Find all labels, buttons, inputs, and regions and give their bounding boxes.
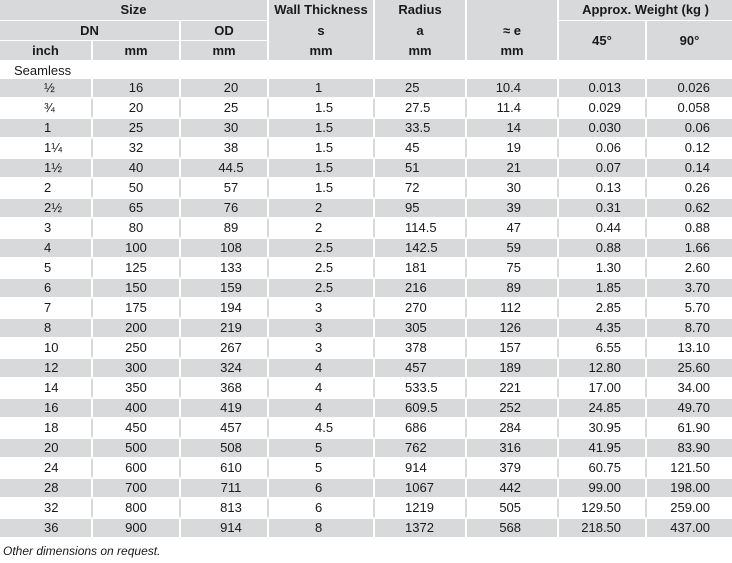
cell-dn-mm: 20 [92,98,180,118]
cell-od-mm: 419 [180,398,268,418]
cell-radius: 609.5 [374,398,466,418]
table-row [0,238,732,258]
cell-weight-45: 1.85 [558,278,646,298]
cell-radius: 142.5 [374,238,466,258]
cell-e: 19 [466,138,558,158]
cell-dn-mm: 400 [92,398,180,418]
cell-wall-thickness: 2 [268,198,374,218]
header-od-mm: mm [180,41,268,62]
cell-dn-mm: 150 [92,278,180,298]
cell-dn-mm: 65 [92,198,180,218]
cell-wall-thickness: 1 [268,79,374,98]
table-row [0,438,732,458]
header-radius: Radius [374,0,466,21]
footnote: Other dimensions on request. [0,538,732,563]
cell-od-mm: 25 [180,98,268,118]
cell-inch: 24 [0,458,92,478]
cell-dn-mm: 600 [92,458,180,478]
cell-od-mm: 194 [180,298,268,318]
cell-weight-45: 99.00 [558,478,646,498]
cell-dn-mm: 900 [92,518,180,538]
cell-weight-45: 0.013 [558,79,646,98]
table-row [0,198,732,218]
cell-od-mm: 324 [180,358,268,378]
cell-od-mm: 20 [180,79,268,98]
table-row [0,218,732,238]
cell-dn-mm: 500 [92,438,180,458]
cell-wall-thickness: 5 [268,438,374,458]
table-row [0,398,732,418]
cell-radius: 27.5 [374,98,466,118]
cell-e: 11.4 [466,98,558,118]
cell-e: 442 [466,478,558,498]
cell-wall-thickness: 5 [268,458,374,478]
header-wall-thickness: Wall Thickness [268,0,374,21]
cell-weight-90: 8.70 [646,318,732,338]
cell-inch: 2½ [0,198,92,218]
cell-od-mm: 813 [180,498,268,518]
cell-radius: 51 [374,158,466,178]
cell-wall-thickness: 4 [268,398,374,418]
cell-inch: 1¼ [0,138,92,158]
cell-weight-45: 12.80 [558,358,646,378]
table-row [0,458,732,478]
cell-dn-mm: 300 [92,358,180,378]
cell-inch: 8 [0,318,92,338]
cell-od-mm: 711 [180,478,268,498]
table-row [0,138,732,158]
cell-weight-45: 6.55 [558,338,646,358]
cell-radius: 95 [374,198,466,218]
cell-weight-45: 0.029 [558,98,646,118]
table-row [0,298,732,318]
cell-dn-mm: 800 [92,498,180,518]
table-row [0,498,732,518]
cell-e: 568 [466,518,558,538]
cell-weight-45: 0.31 [558,198,646,218]
cell-od-mm: 108 [180,238,268,258]
cell-weight-90: 0.26 [646,178,732,198]
cell-e: 252 [466,398,558,418]
cell-e: 126 [466,318,558,338]
header-inch: inch [0,41,92,62]
cell-radius: 533.5 [374,378,466,398]
cell-weight-45: 129.50 [558,498,646,518]
cell-e: 379 [466,458,558,478]
cell-radius: 305 [374,318,466,338]
cell-od-mm: 914 [180,518,268,538]
cell-weight-90: 13.10 [646,338,732,358]
cell-weight-45: 2.85 [558,298,646,318]
cell-weight-90: 3.70 [646,278,732,298]
cell-radius: 686 [374,418,466,438]
cell-dn-mm: 32 [92,138,180,158]
cell-dn-mm: 100 [92,238,180,258]
cell-weight-45: 30.95 [558,418,646,438]
cell-weight-90: 0.058 [646,98,732,118]
table-row [0,118,732,138]
cell-weight-45: 60.75 [558,458,646,478]
cell-wall-thickness: 1.5 [268,118,374,138]
cell-wall-thickness: 2.5 [268,278,374,298]
cell-inch: ¾ [0,98,92,118]
header-e-symbol: ≈ e [466,21,558,41]
cell-inch: 16 [0,398,92,418]
cell-wall-thickness: 1.5 [268,138,374,158]
cell-radius: 1219 [374,498,466,518]
table-row [0,178,732,198]
cell-e: 189 [466,358,558,378]
cell-wall-thickness: 2.5 [268,258,374,278]
cell-od-mm: 89 [180,218,268,238]
header-od: OD [180,21,268,41]
table-row [0,518,732,538]
cell-weight-45: 0.06 [558,138,646,158]
cell-wall-thickness: 6 [268,498,374,518]
header-dn: DN [0,21,180,41]
cell-dn-mm: 450 [92,418,180,438]
cell-od-mm: 267 [180,338,268,358]
header-dn-mm: mm [92,41,180,62]
cell-wall-thickness: 4 [268,378,374,398]
table-row [0,98,732,118]
cell-inch: 5 [0,258,92,278]
cell-dn-mm: 125 [92,258,180,278]
cell-e: 30 [466,178,558,198]
cell-dn-mm: 80 [92,218,180,238]
cell-inch: 28 [0,478,92,498]
cell-weight-45: 0.13 [558,178,646,198]
table-row [0,258,732,278]
cell-e: 14 [466,118,558,138]
cell-e: 59 [466,238,558,258]
cell-e: 157 [466,338,558,358]
cell-radius: 457 [374,358,466,378]
cell-weight-90: 83.90 [646,438,732,458]
cell-inch: 14 [0,378,92,398]
cell-radius: 114.5 [374,218,466,238]
cell-wall-thickness: 6 [268,478,374,498]
cell-weight-45: 0.030 [558,118,646,138]
cell-wall-thickness: 2 [268,218,374,238]
cell-dn-mm: 350 [92,378,180,398]
cell-inch: 32 [0,498,92,518]
cell-weight-45: 0.88 [558,238,646,258]
cell-e: 10.4 [466,79,558,98]
table-row [0,158,732,178]
cell-inch: 4 [0,238,92,258]
cell-od-mm: 219 [180,318,268,338]
cell-od-mm: 368 [180,378,268,398]
cell-radius: 1372 [374,518,466,538]
cell-wall-thickness: 3 [268,298,374,318]
cell-inch: 3 [0,218,92,238]
cell-radius: 914 [374,458,466,478]
cell-e: 284 [466,418,558,438]
cell-radius: 762 [374,438,466,458]
cell-weight-45: 17.00 [558,378,646,398]
cell-od-mm: 610 [180,458,268,478]
cell-dn-mm: 50 [92,178,180,198]
cell-e: 221 [466,378,558,398]
cell-inch: 36 [0,518,92,538]
cell-inch: 1½ [0,158,92,178]
cell-radius: 1067 [374,478,466,498]
section-label: Seamless [0,61,732,79]
cell-od-mm: 38 [180,138,268,158]
cell-inch: 2 [0,178,92,198]
table-row [0,278,732,298]
cell-weight-90: 0.06 [646,118,732,138]
cell-od-mm: 76 [180,198,268,218]
cell-inch: ½ [0,79,92,98]
cell-od-mm: 133 [180,258,268,278]
cell-weight-90: 0.14 [646,158,732,178]
cell-dn-mm: 40 [92,158,180,178]
cell-dn-mm: 16 [92,79,180,98]
cell-weight-45: 218.50 [558,518,646,538]
cell-radius: 270 [374,298,466,318]
cell-inch: 12 [0,358,92,378]
cell-radius: 378 [374,338,466,358]
cell-weight-90: 25.60 [646,358,732,378]
cell-wall-thickness: 8 [268,518,374,538]
cell-inch: 1 [0,118,92,138]
cell-radius: 72 [374,178,466,198]
cell-inch: 10 [0,338,92,358]
cell-inch: 20 [0,438,92,458]
cell-weight-90: 49.70 [646,398,732,418]
cell-dn-mm: 700 [92,478,180,498]
table-body [0,61,732,538]
cell-e: 112 [466,298,558,318]
cell-e: 75 [466,258,558,278]
cell-weight-45: 41.95 [558,438,646,458]
cell-dn-mm: 200 [92,318,180,338]
header-wall-symbol: s [268,21,374,41]
cell-weight-90: 1.66 [646,238,732,258]
header-90-degree: 90° [646,21,732,62]
table-row [0,338,732,358]
cell-weight-90: 0.62 [646,198,732,218]
cell-radius: 216 [374,278,466,298]
cell-weight-90: 259.00 [646,498,732,518]
cell-od-mm: 159 [180,278,268,298]
cell-dn-mm: 25 [92,118,180,138]
cell-weight-90: 0.026 [646,79,732,98]
table-row [0,79,732,98]
header-size: Size [0,0,268,21]
header-radius-symbol: a [374,21,466,41]
cell-weight-45: 0.07 [558,158,646,178]
table-row [0,378,732,398]
cell-e: 316 [466,438,558,458]
table-header [0,0,732,61]
cell-od-mm: 30 [180,118,268,138]
cell-wall-thickness: 1.5 [268,98,374,118]
cell-weight-90: 2.60 [646,258,732,278]
cell-weight-90: 437.00 [646,518,732,538]
table-row [0,318,732,338]
cell-od-mm: 457 [180,418,268,438]
cell-wall-thickness: 3 [268,318,374,338]
header-45-degree: 45° [558,21,646,62]
cell-radius: 181 [374,258,466,278]
cell-weight-90: 0.12 [646,138,732,158]
cell-wall-thickness: 2.5 [268,238,374,258]
header-radius-unit: mm [374,41,466,62]
cell-radius: 45 [374,138,466,158]
header-e-unit: mm [466,41,558,62]
cell-weight-90: 121.50 [646,458,732,478]
cell-radius: 33.5 [374,118,466,138]
cell-inch: 18 [0,418,92,438]
cell-weight-45: 1.30 [558,258,646,278]
cell-dn-mm: 250 [92,338,180,358]
cell-od-mm: 44.5 [180,158,268,178]
cell-e: 505 [466,498,558,518]
cell-weight-90: 198.00 [646,478,732,498]
table-row [0,358,732,378]
cell-e: 39 [466,198,558,218]
cell-od-mm: 508 [180,438,268,458]
cell-weight-90: 61.90 [646,418,732,438]
cell-radius: 25 [374,79,466,98]
header-approx-weight: Approx. Weight (kg ) [558,0,732,21]
header-e-blank [466,0,558,21]
cell-e: 21 [466,158,558,178]
cell-inch: 6 [0,278,92,298]
cell-weight-45: 24.85 [558,398,646,418]
cell-wall-thickness: 1.5 [268,158,374,178]
cell-weight-90: 5.70 [646,298,732,318]
cell-wall-thickness: 1.5 [268,178,374,198]
cell-wall-thickness: 3 [268,338,374,358]
cell-weight-90: 0.88 [646,218,732,238]
cell-weight-45: 4.35 [558,318,646,338]
cell-dn-mm: 175 [92,298,180,318]
cell-wall-thickness: 4.5 [268,418,374,438]
table-row [0,418,732,438]
cell-weight-90: 34.00 [646,378,732,398]
cell-inch: 7 [0,298,92,318]
cell-wall-thickness: 4 [268,358,374,378]
cell-od-mm: 57 [180,178,268,198]
cell-weight-45: 0.44 [558,218,646,238]
table-row [0,478,732,498]
cell-e: 89 [466,278,558,298]
cell-e: 47 [466,218,558,238]
header-wall-unit: mm [268,41,374,62]
